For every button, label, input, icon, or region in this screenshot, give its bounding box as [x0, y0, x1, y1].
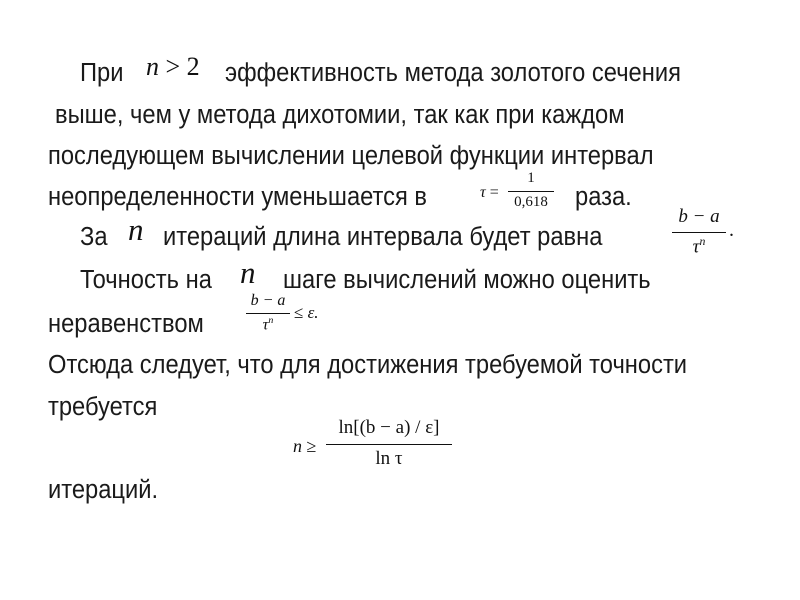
- text-line-6-end: шаге вычислений можно оценить: [283, 266, 651, 294]
- formula-iterations-lhs: n ≥: [293, 436, 317, 456]
- formula-ratio: [672, 206, 726, 258]
- fraction-numerator: b − a: [678, 206, 720, 227]
- formula-n-big-2: n: [240, 255, 256, 290]
- fraction-numerator: ln[(b − a) / ε]: [338, 417, 440, 438]
- text-line-7: неравенством: [48, 310, 204, 338]
- text-line-8: Отсюда следует, что для достижения требуемой точности: [48, 351, 688, 379]
- text-line-3: последующем вычислении целевой функции интервал: [48, 142, 654, 170]
- fraction-denominator: 0,618: [514, 194, 548, 210]
- formula-tau-lhs: τ =: [480, 184, 499, 201]
- text-line-1-end: эффективность метода золотого сечения: [225, 59, 681, 87]
- formula-tau-fraction: [508, 170, 554, 216]
- fraction-bar: [672, 232, 726, 233]
- fraction-denominator: $\tau^n$: [692, 235, 706, 258]
- formula-n-big-1: n: [128, 212, 144, 247]
- formula-inequality-fraction: [246, 292, 290, 336]
- formula-inequality-rhs: ≤ ε.: [294, 303, 319, 322]
- text-line-10: итераций.: [48, 476, 159, 504]
- text-line-2: выше, чем у метода дихотомии, так как при каждом: [55, 101, 625, 129]
- fraction-numerator: 1: [527, 170, 535, 186]
- fraction-denominator: $\tau^n$: [262, 315, 274, 334]
- text-line-6-start: Точность на: [80, 266, 212, 294]
- text-line-1-start: При: [80, 59, 124, 87]
- fraction-bar: [326, 444, 452, 445]
- text-line-5-end: итераций длина интервала будет равна: [163, 223, 603, 251]
- formula-n-greater-2: [146, 52, 200, 82]
- text-line-4-end: раза.: [575, 183, 632, 211]
- formula-val: 2: [186, 52, 200, 81]
- formula-rel: >: [165, 52, 181, 81]
- formula-iterations-fraction: [326, 417, 452, 473]
- fraction-denominator: ln τ: [375, 448, 403, 469]
- fraction-bar: [508, 191, 554, 192]
- fraction-numerator: b − a: [250, 292, 286, 309]
- fraction-bar: [246, 313, 290, 314]
- text-line-9: требуется: [48, 393, 158, 421]
- formula-var: n: [146, 52, 159, 81]
- text-line-5-start: За: [80, 223, 108, 251]
- text-line-4-start: неопределенности уменьшается в: [48, 183, 428, 211]
- formula-ratio-period: .: [729, 219, 734, 241]
